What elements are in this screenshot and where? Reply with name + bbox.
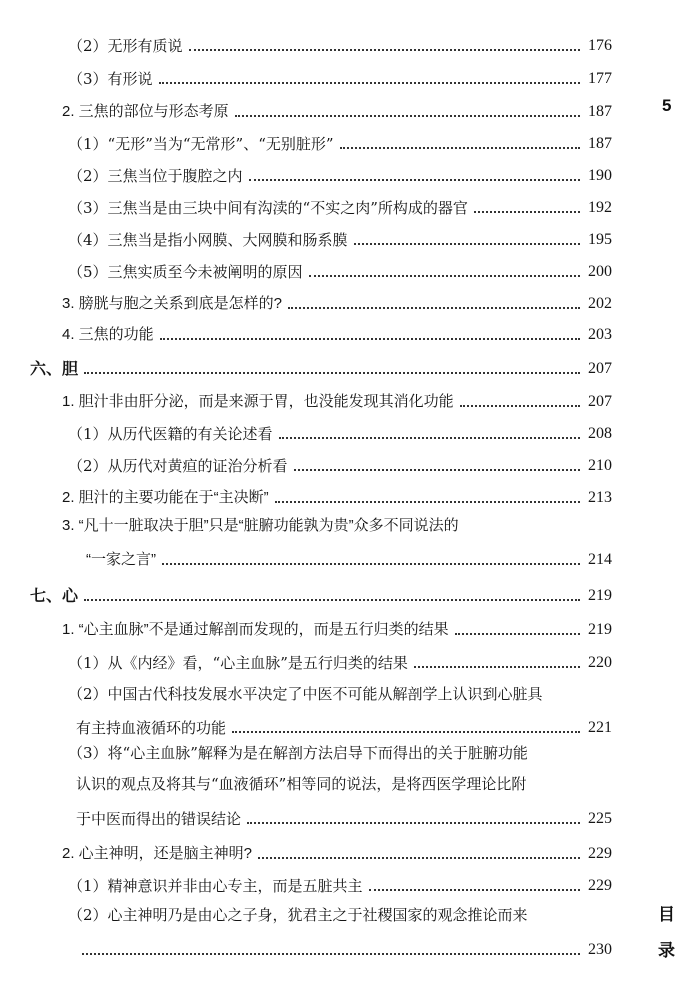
toc-page-number: 177 [588,70,612,87]
toc-page-number: 214 [588,551,612,568]
dot-leader [275,501,580,503]
toc-entry-text: 2. 心主神明，还是脑主神明? [62,845,253,862]
dot-leader [159,82,580,84]
toc-entry[interactable] [68,156,612,186]
toc-page-number: 213 [588,489,612,506]
toc-page-number: 230 [588,941,612,958]
dot-leader [232,731,580,733]
toc-entry-text: 1. 胆汁非由肝分泌，而是来源于胃，也没能发现其消化功能 [62,393,454,410]
dot-leader [354,243,580,245]
toc-entry[interactable] [68,220,612,250]
dot-leader [474,211,580,213]
toc-page-number: 187 [588,103,612,120]
dot-leader [162,563,580,565]
dot-leader [288,307,580,309]
toc-entry[interactable] [76,930,612,960]
toc-entry-text: （3）有形说 [68,70,153,88]
dot-leader [414,666,580,668]
dot-leader [279,437,580,439]
dot-leader [160,338,580,340]
toc-entry[interactable] [62,92,612,122]
toc-page-number: 207 [588,360,612,377]
dot-leader [258,857,580,859]
dot-leader [249,179,580,181]
toc-entry-text: （1）精神意识并非由心专主，而是五脏共主 [68,877,363,895]
dot-leader [369,889,580,891]
toc-entry[interactable] [62,834,612,864]
dot-leader [84,599,580,601]
toc-entry-text: 六、胆 [30,359,79,378]
toc-entry-text: （5）三焦实质至今未被阐明的原因 [68,263,303,281]
toc-page-number: 192 [588,199,612,216]
toc-entry-text: 认识的观点及将其与“血液循环”相等同的说法，是将西医学理论比附 [76,775,527,793]
toc-page-number: 202 [588,295,612,312]
page-number: 5 [662,96,672,115]
toc-page-number: 190 [588,167,612,184]
toc-page-number: 220 [588,654,612,671]
toc-page-number: 221 [588,719,612,736]
toc-entry[interactable] [68,866,612,896]
toc-entry[interactable] [68,59,612,89]
toc-entry[interactable] [62,382,612,412]
toc-entry-text: 于中医而得出的错误结论 [76,810,242,828]
toc-page-number: 200 [588,263,612,280]
toc-entry-text: 2. 三焦的部位与形态考原 [62,103,229,120]
toc-entry[interactable] [68,252,612,282]
toc-entry-text: “一家之言” [86,551,156,568]
toc-entry[interactable] [76,708,612,738]
toc-entry-text: 3. 膀胱与胞之关系到底是怎样的? [62,295,283,312]
toc-page-number: 176 [588,37,612,54]
dot-leader [455,633,580,635]
toc-entry[interactable] [68,414,612,444]
dot-leader [247,822,580,824]
toc-entry-text: （1）“无形”当为“无常形”、“无别脏形” [68,135,334,153]
toc-entry[interactable] [86,540,612,570]
toc-entry-text: （3）将“心主血脉”解释为是在解剖方法启导下而得出的关于脏腑功能 [68,744,528,762]
toc-entry-text: （1）从历代医籍的有关论述看 [68,425,273,443]
toc-entry-text: （1）从《内经》看，“心主血脉”是五行归类的结果 [68,654,408,672]
toc-entry-text: 1. “心主血脉”不是通过解剖而发现的，而是五行归类的结果 [62,621,449,638]
toc-entry-text: （2）三焦当位于腹腔之内 [68,167,243,185]
toc-page-number: 207 [588,393,612,410]
toc-page-number: 229 [588,845,612,862]
toc-entry-text: 3. “凡十一脏取决于胆”只是“脏腑功能孰为贵”众多不同说法的 [62,517,459,534]
toc-chapter[interactable] [30,576,612,606]
dot-leader [309,275,580,277]
toc-chapter[interactable] [30,349,612,379]
toc-entry-text: 2. 胆汁的主要功能在于“主决断” [62,489,269,506]
toc-entry-text: （2）从历代对黄疸的证治分析看 [68,457,288,475]
toc-page-number: 219 [588,621,612,638]
toc-entry[interactable] [68,124,612,154]
toc-entry[interactable] [62,284,612,314]
toc-page-number: 225 [588,810,612,827]
toc-entry[interactable] [68,188,612,218]
dot-leader [340,147,580,149]
toc-entry[interactable] [76,799,612,829]
toc-page-number: 229 [588,877,612,894]
toc-entry[interactable] [62,478,612,508]
section-label-char: 目 [658,905,675,924]
dot-leader [460,405,580,407]
toc-entry[interactable] [68,643,612,673]
toc-page-number: 203 [588,326,612,343]
dot-leader [84,372,580,374]
toc-entry-text: （4）三焦当是指小网膜、大网膜和肠系膜 [68,231,348,249]
toc-entry[interactable] [62,315,612,345]
toc-entry[interactable] [68,446,612,476]
toc-page-number: 210 [588,457,612,474]
toc-entry-text: 有主持血液循环的功能 [76,719,227,737]
toc-page-number: 187 [588,135,612,152]
toc-page-number: 208 [588,425,612,442]
toc-entry-text: （2）心主神明乃是由心之子身，犹君主之于社稷国家的观念推论而来 [68,906,528,924]
dot-leader [82,953,580,955]
dot-leader [189,49,580,51]
toc-page-number: 219 [588,587,612,604]
toc-entry-text: 七、心 [30,586,79,605]
toc-entry-text: 4. 三焦的功能 [62,326,154,343]
toc-entry-text: （2）中国古代科技发展水平决定了中医不可能从解剖学上认识到心脏具 [68,685,543,703]
toc-entry[interactable] [62,610,612,640]
toc-entry[interactable] [68,26,612,56]
section-label-char: 录 [658,941,675,960]
toc-page-number: 195 [588,231,612,248]
toc-entry-text: （3）三焦当是由三块中间有沟渎的“不实之肉”所构成的器官 [68,199,468,217]
dot-leader [294,469,580,471]
dot-leader [235,115,580,117]
toc-entry-text: （2）无形有质说 [68,37,183,55]
